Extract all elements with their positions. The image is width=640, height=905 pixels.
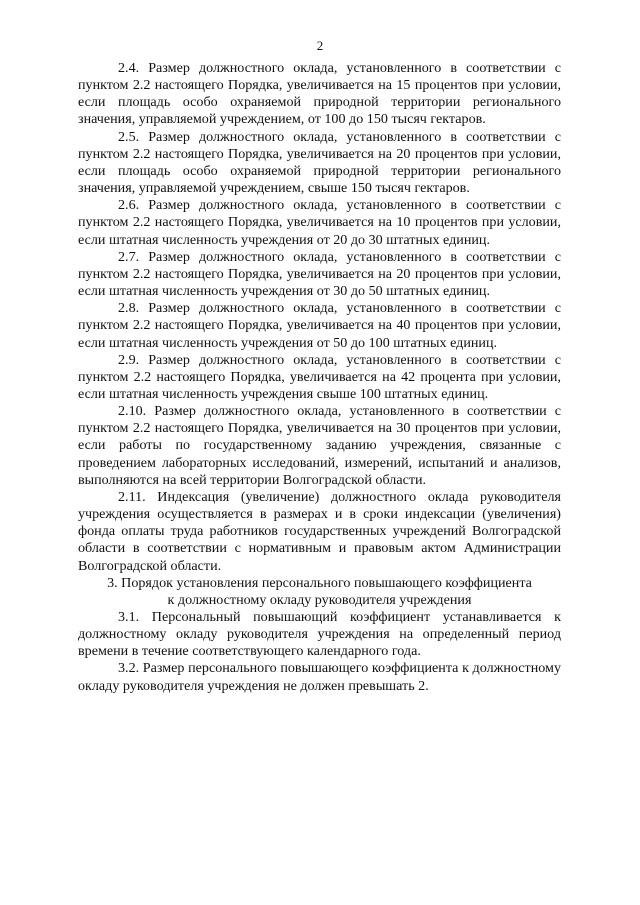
document-body xyxy=(78,60,561,695)
section-heading-line-2: к должностному окладу руководителя учреждения xyxy=(167,591,472,608)
section-3-heading xyxy=(78,575,561,609)
paragraph-2-4: 2.4. Размер должностного оклада, установленного в соответствии с пунктом 2.2 настоящего Порядка, увеличивается на 15 процентов при условии, если площадь особо охраняемой природной территории регионального значения, управляемой учреждением, от 100 до 150 тысяч гектаров. xyxy=(78,60,561,128)
paragraph-2-5: 2.5. Размер должностного оклада, установленного в соответствии с пунктом 2.2 настоящего Порядка, увеличивается на 20 процентов при условии, если площадь особо охраняемой природной территории регионального значения, управляемой учреждением, свыше 150 тысяч гектаров. xyxy=(78,128,561,197)
paragraph-2-11: 2.11. Индексация (увеличение) должностного оклада руководителя учреждения осуществляется в размерах и в сроки индексации (увеличения) фонда оплаты труда работников государственных учреждений Волгоградской области в соответствии с нормативным и правовым актом Администрации Волгоградской области. xyxy=(78,488,561,574)
paragraph-2-9: 2.9. Размер должностного оклада, установленного в соответствии с пунктом 2.2 настоящего Порядка, увеличивается на 42 процента при условии, если штатная численность учреждения свыше 100 штатных единиц. xyxy=(78,351,561,402)
paragraph-3-1: 3.1. Персональный повышающий коэффициент устанавливается к должностному окладу руководителя учреждения на определенный период времени в течение соответствующего календарного года. xyxy=(78,609,561,660)
paragraph-3-2: 3.2. Размер персонального повышающего коэффициента к должностному окладу руководителя учреждения не должен превышать 2. xyxy=(78,660,561,694)
page-number: 2 xyxy=(316,38,324,53)
paragraph-2-7: 2.7. Размер должностного оклада, установленного в соответствии с пунктом 2.2 настоящего Порядка, увеличивается на 20 процентов при условии, если штатная численность учреждения от 30 до 50 штатных единиц. xyxy=(78,248,561,300)
section-heading-line-1: 3. Порядок установления персонального повышающего коэффициента xyxy=(107,574,532,591)
paragraph-2-8: 2.8. Размер должностного оклада, установленного в соответствии с пунктом 2.2 настоящего Порядка, увеличивается на 40 процентов при условии, если штатная численность учреждения от 50 до 100 штатных единиц. xyxy=(78,300,561,351)
paragraph-2-6: 2.6. Размер должностного оклада, установленного в соответствии с пунктом 2.2 настоящего Порядка, увеличивается на 10 процентов при условии, если штатная численность учреждения от 20 до 30 штатных единиц. xyxy=(78,197,561,248)
paragraph-2-10: 2.10. Размер должностного оклада, установленного в соответствии с пунктом 2.2 настоящего Порядка, увеличивается на 30 процентов при условии, если работы по государственному заданию учреждения, связанные с проведением лабораторных исследований, измерений, испытаний и анализов, выполняются на всей территории Волгоградской области. xyxy=(78,403,561,488)
